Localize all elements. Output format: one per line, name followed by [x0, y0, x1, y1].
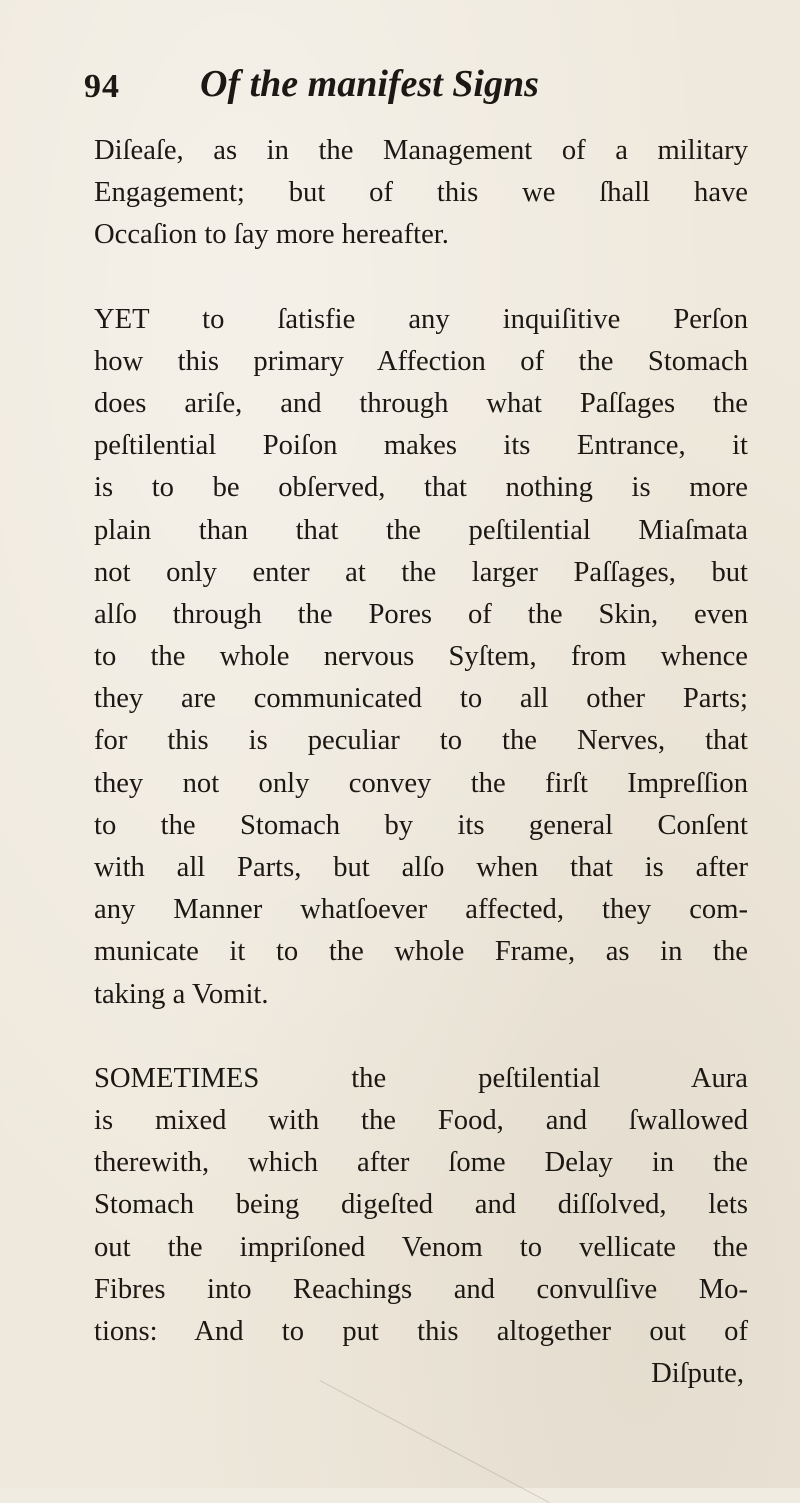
text-line: out the impriſoned Venom to vellicate the	[94, 1231, 748, 1263]
text-line: peſtilential Poiſon makes its Entrance, it	[94, 430, 748, 462]
paragraph-gap	[94, 1016, 748, 1058]
text-line: SOMETIMES the peſtilential Aura	[94, 1062, 748, 1094]
paragraph-2	[94, 299, 748, 1016]
text-line: Occaſion to ſay more hereafter.	[94, 219, 449, 251]
running-title: Of the manifest Signs	[200, 63, 539, 105]
text-line: alſo through the Pores of the Skin, even	[94, 598, 748, 630]
text-line: they not only convey the firſt Impreſſion	[94, 767, 748, 799]
text-line: for this is peculiar to the Nerves, that	[94, 725, 748, 757]
paragraph-gap	[94, 257, 748, 299]
text-line: any Manner whatſoever affected, they com-	[94, 894, 748, 926]
text-line: therewith, which after ſome Delay in the	[94, 1147, 748, 1179]
page-number: 94	[84, 68, 120, 105]
text-line: municate it to the whole Frame, as in the	[94, 936, 748, 968]
text-line: tions: And to put this altogether out of	[94, 1315, 748, 1347]
text-line: to the Stomach by its general Conſent	[94, 809, 748, 841]
text-line: plain than that the peſtilential Miaſmata	[94, 514, 748, 546]
text-line: they are communicated to all other Parts;	[94, 683, 748, 715]
text-line: taking a Vomit.	[94, 978, 269, 1010]
paper-crease	[320, 1380, 550, 1503]
text-line: Stomach being digeſted and diſſolved, lets	[94, 1189, 748, 1221]
page-header	[84, 62, 724, 112]
text-line: with all Parts, but alſo when that is after	[94, 852, 748, 883]
paragraph-1	[94, 130, 748, 257]
text-line: how this primary Affection of the Stomach	[94, 345, 748, 377]
text-line: not only enter at the larger Paſſages, but	[94, 556, 748, 588]
text-line: Diſeaſe, as in the Management of a military	[94, 135, 748, 166]
text-line: YET to ſatisfie any inquiſitive Perſon	[94, 303, 748, 335]
body-text	[94, 130, 748, 1395]
text-line: Fibres into Reachings and convulſive Mo-	[94, 1273, 748, 1305]
text-line: to the whole nervous Syſtem, from whence	[94, 641, 748, 673]
paragraph-3	[94, 1058, 748, 1353]
catchword: Diſpute,	[651, 1358, 744, 1390]
text-line: Engagement; but of this we ſhall have	[94, 177, 748, 209]
text-line: is mixed with the Food, and ſwallowed	[94, 1104, 748, 1136]
text-line: does ariſe, and through what Paſſages the	[94, 387, 748, 419]
text-line: is to be obſerved, that nothing is more	[94, 472, 748, 504]
